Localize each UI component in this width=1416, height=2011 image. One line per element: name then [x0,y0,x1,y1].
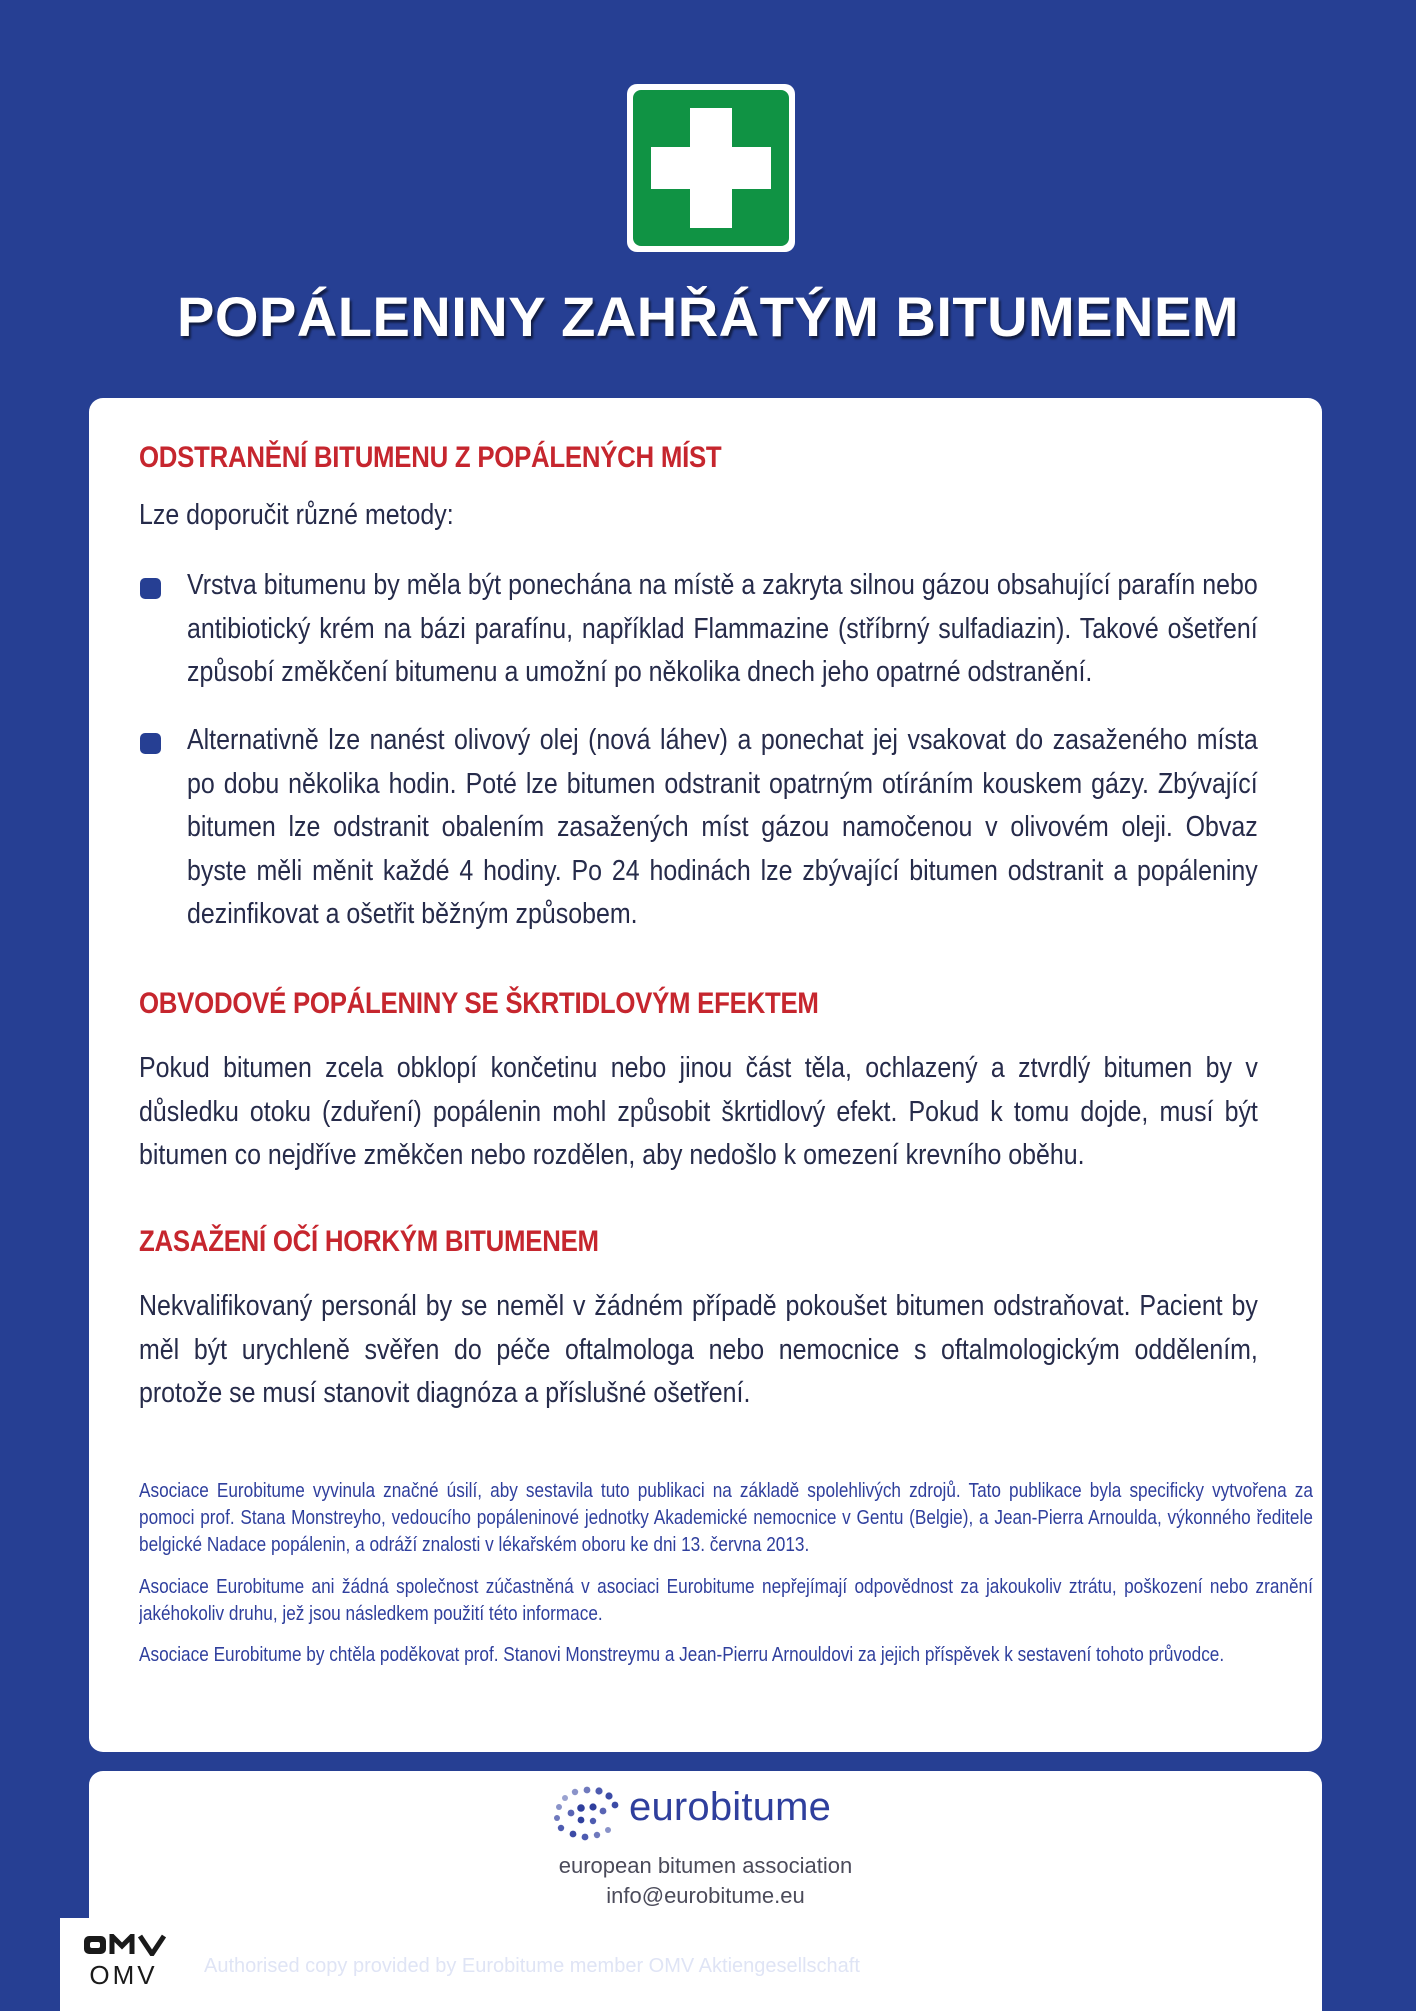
first-aid-green-square [633,90,789,246]
heading-circumferential: OBVODOVÉ POPÁLENINY SE ŠKRTIDLOVÝM EFEKTEM [139,987,819,1020]
square-bullet-icon [140,733,161,754]
disclaimer-3-text: Asociace Eurobitume by chtěla poděkovat prof. Stanovi Monstreymu a Jean-Pierru Arnouldovi za jejich příspěvek k sestavení tohoto průvodce. [139,1644,1225,1666]
eurobitume-dots-logo [551,1784,623,1844]
circumferential-text-content: Pokud bitumen zcela obklopí končetinu nebo jinou část těla, ochlazený a ztvrdlý bitumen by v důsledku otoku (zduření) popálenin mohl způsobit škrtidlový efekt. Pokud k tomu dojde, musí být bitumen co nejdříve změkčen nebo rozdělen, aby nedošlo k omezení krevního oběhu. [139,1052,1258,1171]
heading-eyes: ZASAŽENÍ OČÍ HORKÝM BITUMENEM [139,1225,599,1258]
removal-bullet-2 [187,719,1416,941]
contact-email[interactable]: info@eurobitume.eu [606,1883,805,1908]
omv-logo-box [60,1918,187,2011]
content-card [89,398,1322,1752]
removal-intro-text: Lze doporučit různé metody: [139,499,454,531]
authorised-copy-note: Authorised copy provided by Eurobitume member OMV Aktiengesellschaft [204,1955,860,1977]
heading-removal: ODSTRANĚNÍ BITUMENU Z POPÁLENÝCH MÍST [139,441,722,474]
page-title: POPÁLENINY ZAHŘÁTÝM BITUMENEM [177,285,1239,348]
omv-logo [82,1934,168,1956]
circumferential-text [139,1047,1416,1182]
disclaimer-1-text: Asociace Eurobitume vyvinula značné úsilí, aby sestavila tuto publikaci na základě spolehlivých zdrojů. Tato publikace byla specificky vytvořena za pomoci prof. Stana Monstreyho, vedoucího popáleninové jednotky Akademické nemocnice v Gentu (Belgie), a Jean-Pierra Arnoulda, výkonného ředitele belgické Nadace popálenin, a odráží znalosti v lékařském oboru ke dni 13. června 2013. [139,1480,1313,1556]
cross-horizontal-bar [651,147,771,189]
removal-bullet-2-text: Alternativně lze nanést olivový olej (nová láhev) a ponechat jej vsakovat do zasaženého místa po dobu několika hodin. Poté lze bitumen odstranit opatrným otíráním kouskem gázy. Zbývající bitumen lze odstranit obalením zasažených míst gázou namočenou v olivovém oleji. Obvaz byste měli měnit každé 4 hodiny. Po 24 hodinách lze zbývající bitumen odstranit a popáleniny dezinfikovat a ošetřit běžným způsobem. [187,724,1258,930]
omv-wordmark: OMV [89,1960,158,1990]
square-bullet-icon [140,578,161,599]
removal-bullet-1 [187,564,1416,699]
brand-tagline: european bitumen association [558,1853,853,1878]
brand-name: eurobitume [629,1785,832,1829]
removal-bullet-1-text: Vrstva bitumenu by měla být ponechána na místě a zakryta silnou gázou obsahující parafín nebo antibiotický krém na bázi parafínu, například Flammazine (stříbrný sulfadiazin). Takové ošetření způsobí změkčení bitumenu a umožní po několika dnech jeho opatrné odstranění. [187,569,1258,688]
removal-intro [139,494,1289,538]
eyes-text [139,1285,1416,1420]
disclaimer-2-text: Asociace Eurobitume ani žádná společnost zúčastněná v asociaci Eurobitume nepřejímají odpovědnost za jakoukoliv ztrátu, poškození nebo zranění jakéhokoliv druhu, jež jsou následkem použití této informace. [139,1576,1313,1625]
disclaimer-2 [139,1574,1416,1630]
disclaimer-3 [139,1642,1416,1698]
disclaimer-1 [139,1478,1416,1562]
eyes-text-content: Nekvalifikovaný personál by se neměl v žádném případě pokoušet bitumen odstraňovat. Pacient by měl být urychleně svěřen do péče oftalmologa nebo nemocnice s oftalmologickým oddělením, protože se musí stanovit diagnóza a příslušné ošetření. [139,1290,1258,1409]
first-aid-icon [627,84,795,252]
